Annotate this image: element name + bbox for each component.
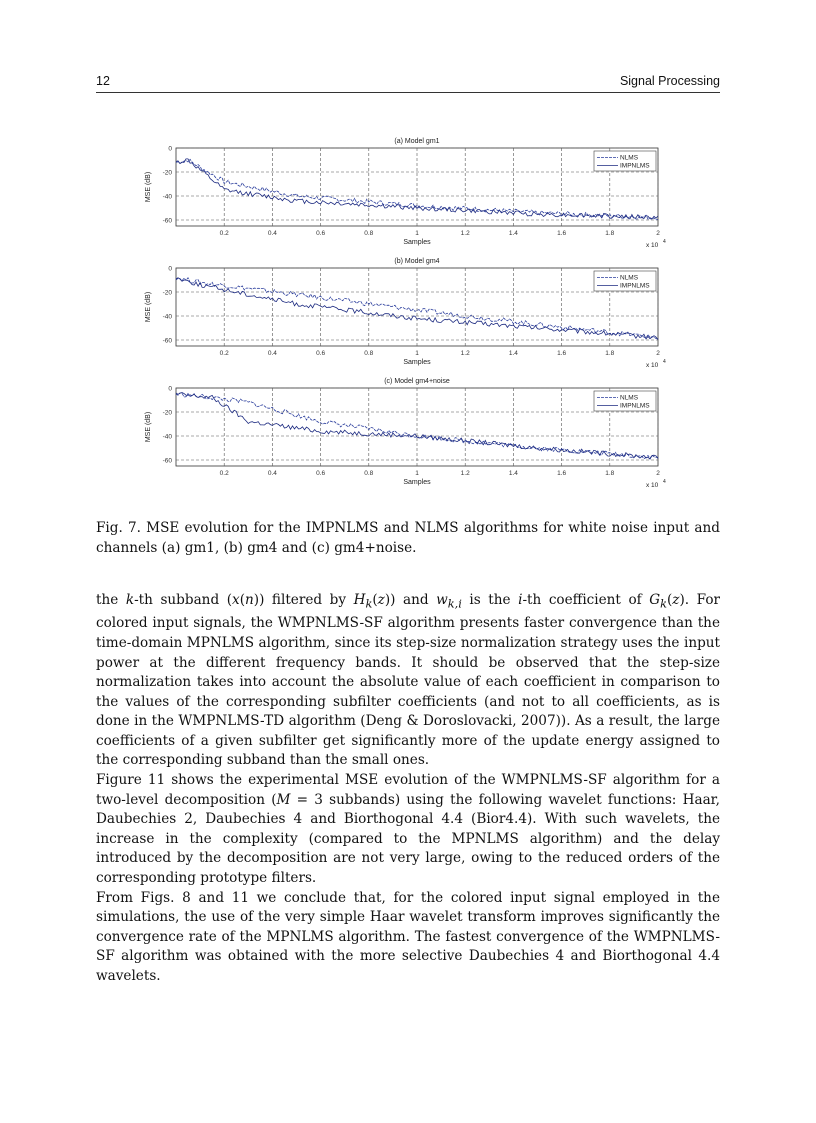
x-tick-label: 1.6 bbox=[557, 230, 567, 237]
x-tick-label: 0.8 bbox=[364, 350, 374, 357]
legend-entry: IMPNLMS bbox=[620, 282, 650, 290]
y-tick-label: 0 bbox=[168, 265, 172, 273]
body-text bbox=[96, 591, 720, 987]
y-tick-label: -40 bbox=[162, 433, 172, 441]
page-header bbox=[96, 72, 720, 93]
chart-title: (b) Model gm4 bbox=[394, 258, 440, 265]
paragraph-2: Figure 11 shows the experimental MSE evolution of the WMPNLMS-SF algorithm for a two-level decomposition (M = 3 subbands) using the following wavelet functions: Haar, Daubechies 2, Daubechies 4 and Biorthogonal 4.4 (Bior4.4). With such wavelets, the increase in the complexity (compared to the MPNLMS algorithm) and the delay introduced by the decomposition are not very large, owing to the reduced orders of the corresponding prototype filters. bbox=[96, 772, 720, 887]
x-tick-label: 1 bbox=[415, 230, 419, 237]
x-tick-label: 1.4 bbox=[508, 350, 518, 357]
y-tick-label: -20 bbox=[162, 409, 172, 417]
x-scale-note: x 10 bbox=[646, 482, 659, 489]
running-title: Signal Processing bbox=[619, 74, 720, 88]
x-tick-label: 0.6 bbox=[316, 230, 326, 237]
legend-entry: IMPNLMS bbox=[620, 162, 650, 170]
x-tick-label: 1.8 bbox=[605, 230, 615, 237]
figure-7 bbox=[96, 122, 720, 502]
y-axis-label: MSE (dB) bbox=[145, 291, 152, 323]
y-tick-label: -20 bbox=[162, 169, 172, 177]
y-tick-label: -60 bbox=[162, 457, 172, 465]
y-axis-label: MSE (dB) bbox=[145, 171, 152, 203]
chart-title: (c) Model gm4+noise bbox=[384, 378, 450, 385]
y-tick-label: -40 bbox=[162, 313, 172, 321]
x-tick-label: 1 bbox=[415, 470, 419, 477]
page-number: 12 bbox=[96, 74, 110, 88]
x-tick-label: 1.4 bbox=[508, 470, 518, 477]
legend-entry: IMPNLMS bbox=[620, 402, 650, 410]
legend-entry: NLMS bbox=[620, 394, 639, 402]
x-tick-label: 0.4 bbox=[267, 350, 277, 357]
y-tick-label: 0 bbox=[168, 145, 172, 153]
x-tick-label: 1.2 bbox=[460, 470, 470, 477]
y-axis-label: MSE (dB) bbox=[145, 411, 152, 443]
x-tick-label: 0.2 bbox=[219, 350, 229, 357]
x-tick-label: 0.6 bbox=[316, 470, 326, 477]
figure-background bbox=[96, 122, 720, 502]
legend-entry: NLMS bbox=[620, 154, 639, 162]
x-scale-note: x 10 bbox=[646, 242, 659, 249]
x-axis-label: Samples bbox=[403, 239, 431, 246]
chart-title: (a) Model gm1 bbox=[394, 138, 440, 145]
mse-charts bbox=[96, 122, 720, 502]
x-tick-label: 2 bbox=[656, 350, 660, 357]
y-tick-label: -60 bbox=[162, 217, 172, 225]
x-tick-label: 1.2 bbox=[460, 350, 470, 357]
x-tick-label: 1.4 bbox=[508, 230, 518, 237]
x-tick-label: 2 bbox=[656, 470, 660, 477]
x-scale-exponent: 4 bbox=[663, 239, 666, 245]
x-tick-label: 0.2 bbox=[219, 230, 229, 237]
x-tick-label: 2 bbox=[656, 230, 660, 237]
x-tick-label: 0.2 bbox=[219, 470, 229, 477]
x-tick-label: 0.6 bbox=[316, 350, 326, 357]
x-tick-label: 1.2 bbox=[460, 230, 470, 237]
x-tick-label: 1.6 bbox=[557, 470, 567, 477]
paragraph-1: the k-th subband (x(n)) filtered by $H_k(z)$) and $w_{k,i}$ is the i-th coefficient of $G_k(z)$. For colored input signals, the WMPNLMS-SF algorithm presents faster convergence than the time-domain MPNLMS algorithm, since its step-size normalization strategy uses the input power at the different frequency bands. It should be observed that the step-size normalization takes into account the absolute value of each coefficient in comparison to the values of the corresponding subfilter coefficients (and not to all coefficients, as is done in the WMPNLMS-TD algorithm (Deng & Doroslovacki, 2007)). As a result, the large coefficients of a given subfilter get significantly more of the update energy assigned to the corresponding subband than the small ones. bbox=[96, 592, 721, 769]
x-scale-exponent: 4 bbox=[663, 479, 666, 485]
figure-caption: Fig. 7. MSE evolution for the IMPNLMS and NLMS algorithms for white noise input and channels (a) gm1, (b) gm4 and (c) gm4+noise. bbox=[96, 520, 720, 556]
y-tick-label: -20 bbox=[162, 289, 172, 297]
y-tick-label: 0 bbox=[168, 385, 172, 393]
x-tick-label: 0.8 bbox=[364, 230, 374, 237]
x-tick-label: 0.4 bbox=[267, 470, 277, 477]
x-scale-note: x 10 bbox=[646, 362, 659, 369]
x-tick-label: 1.6 bbox=[557, 350, 567, 357]
y-tick-label: -60 bbox=[162, 337, 172, 345]
x-axis-label: Samples bbox=[403, 479, 431, 486]
x-scale-exponent: 4 bbox=[663, 359, 666, 365]
x-tick-label: 0.8 bbox=[364, 470, 374, 477]
legend-entry: NLMS bbox=[620, 274, 639, 282]
paragraph-3: From Figs. 8 and 11 we conclude that, for the colored input signal employed in the simulations, the use of the very simple Haar wavelet transform improves significantly the convergence rate of the MPNLMS algorithm. The fastest convergence of the WMPNLMS-SF algorithm was obtained with the more selective Daubechies 4 and Biorthogonal 4.4 wavelets. bbox=[96, 889, 720, 984]
x-axis-label: Samples bbox=[403, 359, 431, 366]
x-tick-label: 1.8 bbox=[605, 350, 615, 357]
x-tick-label: 1.8 bbox=[605, 470, 615, 477]
x-tick-label: 0.4 bbox=[267, 230, 277, 237]
y-tick-label: -40 bbox=[162, 193, 172, 201]
x-tick-label: 1 bbox=[415, 350, 419, 357]
